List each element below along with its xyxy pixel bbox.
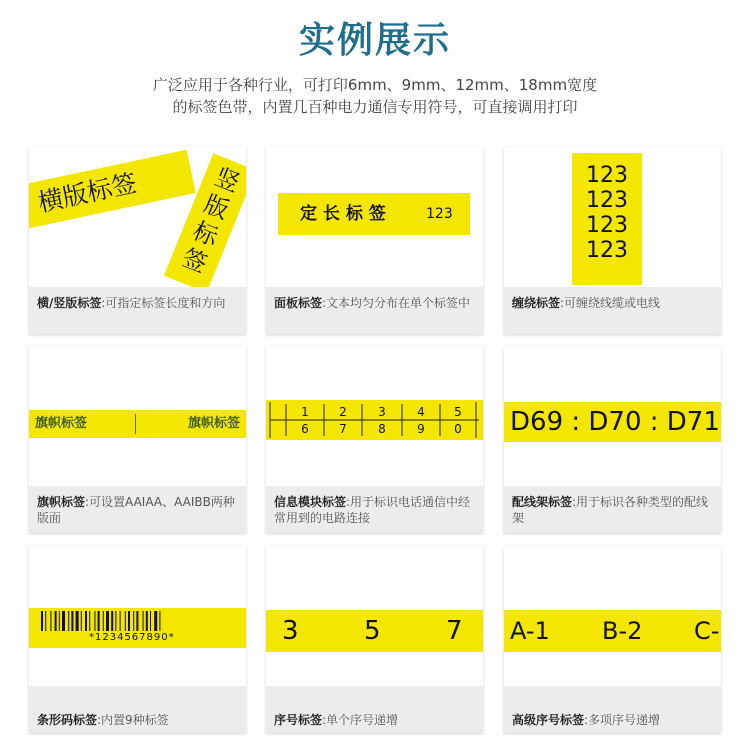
panel-label-number: 123 xyxy=(426,206,453,222)
card-desc: :可指定标签长度和方向 xyxy=(101,296,226,310)
card-name: 横/竖版标签 xyxy=(37,296,102,310)
barcode-bar xyxy=(106,611,109,631)
card-name: 信息模块标签 xyxy=(274,495,347,509)
barcode-bar xyxy=(71,611,73,631)
page-title: 实例展示 xyxy=(298,20,451,61)
card-name: 旗帜标签 xyxy=(37,495,86,509)
barcode-bar xyxy=(125,611,126,631)
card-image xyxy=(504,147,721,287)
card-caption xyxy=(512,494,717,526)
patch-panel-sample: D69 : D70 : D71 xyxy=(504,402,721,442)
wrap-line: 123 xyxy=(586,163,628,188)
grid-top-number: 5 xyxy=(454,405,462,419)
grid-top-number: 1 xyxy=(301,405,309,419)
card-flag-label[interactable] xyxy=(29,346,246,533)
card-name: 高级序号标签 xyxy=(512,713,585,727)
card-caption xyxy=(37,494,242,526)
serial-number: 3 xyxy=(282,616,299,646)
card-name: 面板标签 xyxy=(274,296,323,310)
barcode-bar xyxy=(128,611,130,631)
barcode-bar xyxy=(150,611,151,631)
card-caption xyxy=(274,494,479,526)
card-serial-label[interactable] xyxy=(266,546,483,733)
desc-line-2: 的标签色带，内置几百种电力通信专用符号，可直接调用打印 xyxy=(172,98,578,116)
barcode-bar xyxy=(68,611,69,631)
info-module-sample xyxy=(266,400,483,440)
serial-number: 7 xyxy=(446,616,463,646)
barcode-bar xyxy=(55,611,57,631)
barcode-bar xyxy=(81,611,82,631)
card-image xyxy=(266,147,483,287)
card-image xyxy=(504,346,721,486)
card-caption xyxy=(37,712,242,728)
horizontal-label-sample: 横版标签 xyxy=(29,150,196,228)
barcode-bar xyxy=(103,611,104,631)
grid-bottom-number: 7 xyxy=(339,422,347,436)
card-desc: :多项序号递增 xyxy=(584,713,661,727)
advanced-serial-item: A-1 xyxy=(510,617,550,645)
grid-bottom-number: 8 xyxy=(378,422,386,436)
barcode-bar xyxy=(120,611,121,631)
card-barcode-label[interactable] xyxy=(29,546,246,733)
card-image xyxy=(29,147,246,287)
card-name: 配线架标签 xyxy=(512,495,573,509)
grid-bottom-number: 9 xyxy=(417,422,425,436)
advanced-serial-item: B-2 xyxy=(602,617,643,645)
barcode-bar xyxy=(50,611,51,631)
card-name: 序号标签 xyxy=(274,713,323,727)
advanced-serial-item: C- xyxy=(694,617,720,645)
page-description xyxy=(0,74,750,118)
flag-label-sample xyxy=(29,410,246,438)
card-desc: :内置9种标签 xyxy=(97,713,169,727)
barcode-bar xyxy=(136,611,138,631)
card-caption xyxy=(274,712,479,728)
barcode-bar xyxy=(45,611,46,631)
card-desc: :用于标识电话通信中经常用到的电路连接 xyxy=(274,495,471,525)
flag-right-text: 旗帜标签 xyxy=(187,416,240,431)
card-horizontal-vertical-label[interactable] xyxy=(29,147,246,334)
serial-number: 5 xyxy=(364,616,381,646)
barcode-bar xyxy=(41,611,43,631)
grid-top-number: 4 xyxy=(417,405,425,419)
barcode-sample xyxy=(29,608,246,648)
advanced-serial-sample xyxy=(504,610,721,652)
card-advanced-serial-label[interactable] xyxy=(504,546,721,733)
grid-bottom-number: 0 xyxy=(454,422,462,436)
desc-line-1: 广泛应用于各种行业，可打印6mm、9mm、12mm、18mm宽度 xyxy=(152,76,598,94)
grid-top-number: 2 xyxy=(339,405,347,419)
card-caption xyxy=(274,295,479,311)
barcode-bar xyxy=(89,611,90,631)
barcode-bar xyxy=(94,611,95,631)
barcode-bar xyxy=(59,611,60,631)
vertical-char: 版 xyxy=(199,189,233,225)
card-desc: :单个序号递增 xyxy=(322,713,399,727)
info-module-grid xyxy=(266,400,483,440)
grid-bottom-number: 6 xyxy=(301,422,309,436)
barcode-bar xyxy=(133,611,134,631)
card-info-module-label[interactable] xyxy=(266,346,483,533)
wrap-line: 123 xyxy=(586,213,628,238)
barcode-bar xyxy=(62,611,65,631)
barcode-bar xyxy=(85,611,87,631)
card-desc: :可缠绕线缆或电线 xyxy=(560,296,661,310)
barcode-bar xyxy=(154,611,157,631)
card-caption xyxy=(512,712,717,728)
vertical-char: 竖 xyxy=(210,162,244,198)
barcode-bar xyxy=(115,611,116,631)
card-name: 条形码标签 xyxy=(37,713,98,727)
card-desc: :文本均匀分布在单个标签中 xyxy=(322,296,471,310)
card-image xyxy=(504,546,721,686)
barcode-bar xyxy=(146,611,148,631)
barcode-bar xyxy=(98,611,100,631)
card-image xyxy=(29,346,246,486)
card-image xyxy=(266,546,483,686)
barcode-bar xyxy=(143,611,144,631)
vertical-char: 签 xyxy=(178,243,212,279)
card-wrap-label[interactable] xyxy=(504,147,721,334)
card-caption xyxy=(37,295,242,311)
barcode-text: *1234567890* xyxy=(89,632,175,643)
card-caption xyxy=(512,295,717,311)
card-image xyxy=(266,346,483,486)
card-patch-panel-label[interactable] xyxy=(504,346,721,533)
flag-divider xyxy=(135,414,136,434)
barcode-bar xyxy=(159,611,160,631)
flag-left-text: 旗帜标签 xyxy=(35,416,88,431)
panel-label-sample xyxy=(278,193,470,235)
vertical-char: 标 xyxy=(189,216,222,252)
wrap-label-sample xyxy=(572,153,642,285)
wrap-line: 123 xyxy=(586,188,628,213)
card-desc: :用于标识各种类型的配线架 xyxy=(512,495,709,525)
card-name: 缠绕标签 xyxy=(512,296,561,310)
panel-label-text: 定 长 标 签 xyxy=(300,204,386,224)
card-panel-label[interactable] xyxy=(266,147,483,334)
barcode-bar xyxy=(111,611,113,631)
card-desc: :可设置AAIAA、AAIBB两种版面 xyxy=(37,495,235,525)
card-image xyxy=(29,546,246,686)
grid-top-number: 3 xyxy=(378,405,386,419)
barcode-bar xyxy=(76,611,79,631)
wrap-line: 123 xyxy=(586,238,628,263)
serial-sample xyxy=(266,610,483,652)
